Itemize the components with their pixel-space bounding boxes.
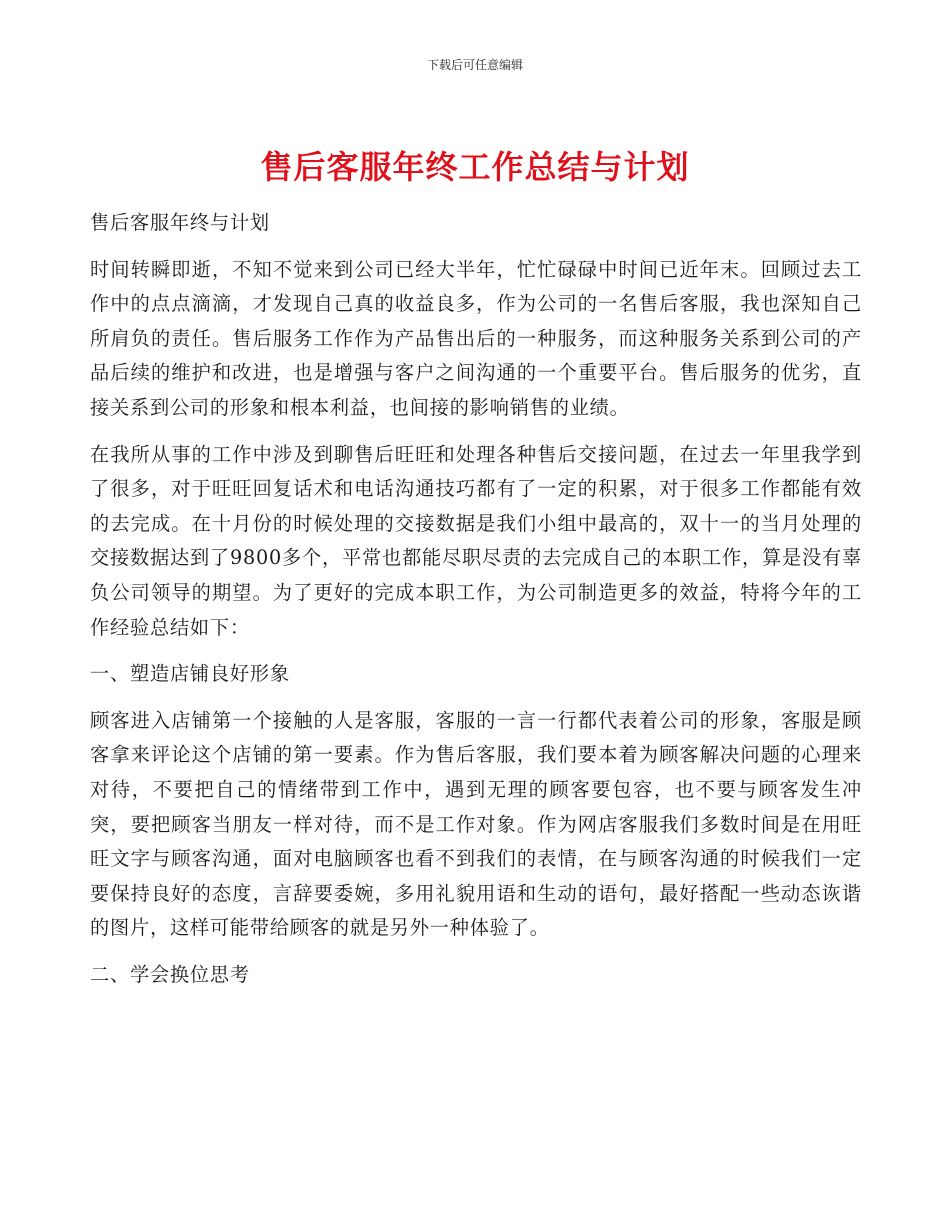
- subtitle-paragraph: 售后客服年终与计划: [90, 211, 270, 234]
- work-summary-paragraph: 在我所从事的工作中涉及到聊售后旺旺和处理各种售后交接问题，在过去一年里我学到了很多，对于旺旺回复话术和电话沟通技巧都有了一定的积累，对于很多工作都能有效的去完成。在十月份的时候处理的交接数据是我们小组中最高的，双十一的当月处理的交接数据达到了9800多个，平常也都能尽职尽责的去完成自己的本职工作，算是没有辜负公司领导的期望。为了更好的完成本职工作，为公司制造更多的效益，特将今年的工作经验总结如下：: [90, 442, 862, 639]
- document-body: [90, 206, 862, 1004]
- intro-paragraph: 时间转瞬即逝，不知不觉来到公司已经大半年，忙忙碌碌中时间已近年末。回顾过去工作中的点点滴滴，才发现自己真的收益良多，作为公司的一名售后客服，我也深知自己所肩负的责任。售后服务工作作为产品售出后的一种服务，而这种服务关系到公司的产品后续的维护和改进，也是增强与客户之间沟通的一个重要平台。售后服务的优劣，直接关系到公司的形象和根本利益，也间接的影响销售的业绩。: [90, 257, 862, 419]
- section-heading-1: 一、塑造店铺良好形象: [90, 662, 290, 686]
- header-note: 下载后可任意编辑: [426, 58, 523, 72]
- document-title: 售后客服年终工作总结与计划: [260, 148, 690, 186]
- section-1-paragraph: 顾客进入店铺第一个接触的人是客服，客服的一言一行都代表着公司的形象，客服是顾客拿来评论这个店铺的第一要素。作为售后客服，我们要本着为顾客解决问题的心理来对待，不要把自己的情绪带到工作中，遇到无理的顾客要包容，也不要与顾客发生冲突，要把顾客当朋友一样对待，而不是工作对象。作为网店客服我们多数时间是在用旺旺文字与顾客沟通，面对电脑顾客也看不到我们的表情，在与顾客沟通的时候我们一定要保持良好的态度，言辞要委婉，多用礼貌用语和生动的语句，最好搭配一些动态诙谐的图片，这样可能带给顾客的就是另外一种体验了。: [90, 708, 862, 940]
- section-heading-2: 二、学会换位思考: [90, 962, 250, 986]
